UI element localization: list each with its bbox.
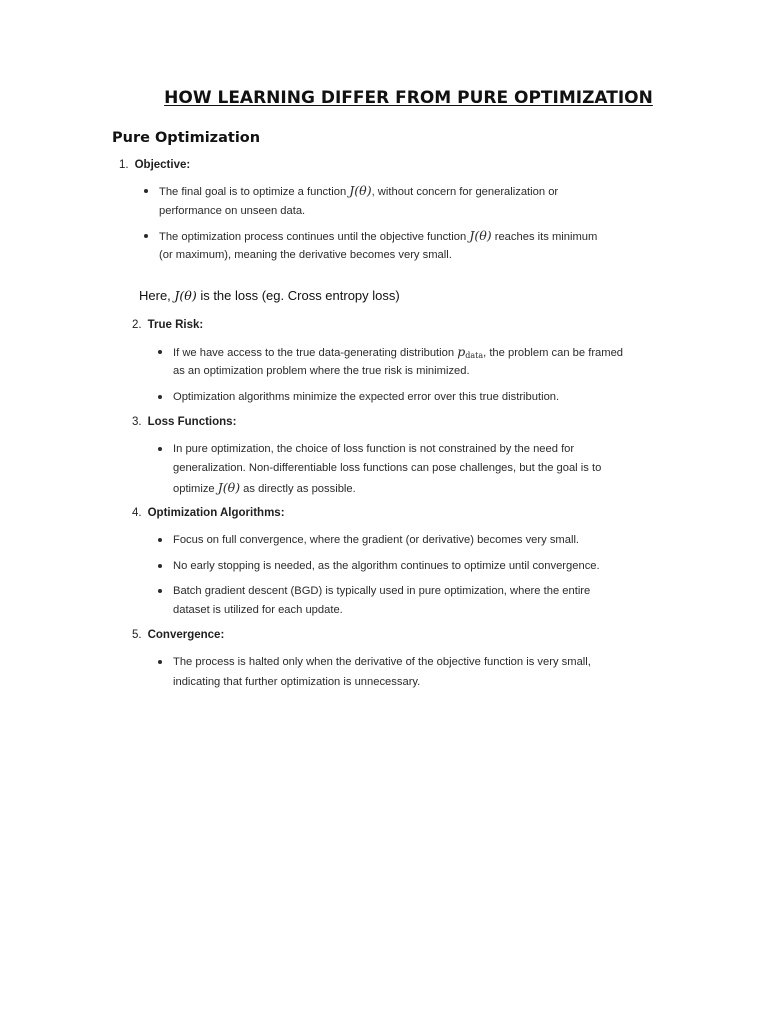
bullet-dot (144, 234, 148, 238)
section-heading: Pure Optimization (112, 130, 261, 146)
text-run: The final goal is to optimize a function (159, 186, 350, 198)
bullet-line: generalization. Non-differentiable loss functions can pose challenges, but the goal is to (173, 462, 602, 474)
text-run: , the problem can be framed (483, 347, 624, 359)
text-run: , without concern for generalization or (371, 186, 559, 198)
text-run: optimize (173, 483, 218, 495)
bullet-dot (158, 447, 162, 451)
bullet-line: In pure optimization, the choice of loss function is not constrained by the need for (173, 443, 575, 455)
document-title: HOW LEARNING DIFFER FROM PURE OPTIMIZATION (164, 88, 653, 108)
item-heading-text: Objective: (134, 159, 191, 171)
bullet-line: performance on unseen data. (159, 205, 306, 217)
item-heading-text: Optimization Algorithms: (147, 507, 285, 519)
bullet-line: No early stopping is needed, as the algorithm continues to optimize until convergence. (173, 560, 600, 572)
math-j-theta: J(θ) (217, 480, 241, 495)
item-number: 3. (132, 416, 142, 428)
bullet-line: (or maximum), meaning the derivative becomes very small. (159, 249, 452, 261)
loss-note (139, 288, 400, 303)
item-objective-heading (119, 159, 190, 171)
math-j-theta: J(θ) (349, 183, 372, 198)
item-heading-text: Convergence: (147, 629, 225, 641)
item-number: 4. (132, 507, 142, 519)
math-p-data (457, 344, 483, 359)
bullet-dot (158, 589, 162, 593)
item-convergence-heading (132, 629, 224, 641)
bullet-line (159, 229, 597, 244)
bullet-line: Optimization algorithms minimize the expected error over this true distribution. (173, 391, 560, 403)
bullet-line (173, 345, 623, 363)
bullet-line: dataset is utilized for each update. (173, 604, 343, 616)
item-loss-functions-heading (132, 416, 236, 428)
item-number: 5. (132, 629, 142, 641)
item-number: 1. (119, 159, 129, 171)
bullet-dot (158, 350, 162, 354)
bullet-line: Batch gradient descent (BGD) is typically used in pure optimization, where the entire (173, 585, 591, 597)
bullet-dot (158, 538, 162, 542)
bullet-dot (144, 189, 148, 193)
item-number: 2. (132, 319, 142, 331)
text-run: reaches its minimum (491, 231, 598, 243)
math-j-theta: J(θ) (174, 288, 197, 303)
item-heading-text: True Risk: (147, 319, 204, 331)
item-optimization-algorithms-heading (132, 507, 285, 519)
bullet-line: Focus on full convergence, where the gradient (or derivative) becomes very small. (173, 534, 580, 546)
bullet-dot (158, 564, 162, 568)
bullet-line: indicating that further optimization is unnecessary. (173, 676, 421, 688)
text-run: is the loss (eg. Cross entropy loss) (196, 288, 400, 303)
text-run: Here, (139, 288, 175, 303)
bullet-line (159, 184, 558, 199)
item-heading-text: Loss Functions: (147, 416, 237, 428)
bullet-line: as an optimization problem where the true risk is minimized. (173, 365, 470, 377)
bullet-dot (158, 660, 162, 664)
math-base: p (457, 344, 466, 359)
text-run: If we have access to the true data-generating distribution (173, 347, 458, 359)
math-subscript: data (465, 351, 484, 360)
bullet-dot (158, 395, 162, 399)
text-run: as directly as possible. (240, 483, 356, 495)
bullet-line (173, 481, 356, 496)
bullet-line: The process is halted only when the derivative of the objective function is very small, (173, 656, 591, 668)
text-run: The optimization process continues until the objective function (159, 231, 470, 243)
item-true-risk-heading (132, 319, 203, 331)
math-j-theta: J(θ) (469, 228, 492, 243)
